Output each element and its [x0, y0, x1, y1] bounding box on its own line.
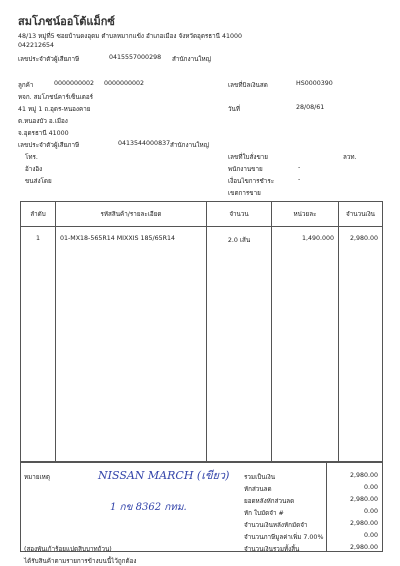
total-label-6: จำนวนเงินรวมทั้งสิ้น: [244, 546, 300, 553]
date-label: วันที่: [228, 106, 240, 113]
total-value-5: 0.00: [363, 532, 378, 539]
received-line-1: ได้รับสินค้าตามรายการข้างบนนี้ไว้ถูกต้อง: [24, 558, 137, 565]
term-label: เขตการขาย: [228, 190, 261, 197]
total-label-2: ยอดหลังหักส่วนลด: [244, 498, 295, 505]
bill-no: HS0000390: [296, 80, 333, 87]
total-label-0: รวมเป็นเงิน: [244, 474, 276, 481]
col-price-header: หน่วยละ: [272, 202, 339, 227]
total-label-1: หักส่วนลด: [244, 486, 272, 493]
note-label: หมายเหตุ: [24, 474, 50, 481]
customer-tax-id: 0413544000837: [118, 140, 171, 147]
customer-address-3: จ.อุดรธานี 41000: [18, 130, 69, 137]
summary-right-border: [382, 461, 383, 551]
items-table: [20, 201, 383, 463]
note-handwritten-car: NISSAN MARCH (เขียว): [98, 469, 230, 482]
company-address: 48/13 หมู่ที่5 ซอยบ้านดงอุดม ตำบลหมากแข้ง อำเภอเมือง จังหวัดอุดรธานี 41000: [18, 33, 243, 40]
date-value: 28/08/61: [296, 104, 325, 111]
salesperson-value: -: [298, 164, 301, 171]
customer-name: หจก. สมโภชน์คาร์เซ็นเตอร์: [18, 94, 94, 101]
salesperson-label: พนักงานขาย: [228, 166, 263, 173]
company-tax-id: 0415557000298: [109, 54, 162, 61]
total-value-0: 2,980.00: [349, 472, 378, 479]
table-row: [21, 227, 383, 463]
total-value-2: 2,980.00: [349, 496, 378, 503]
customer-code-2: 0000000002: [104, 80, 145, 87]
company-tax-label: เลขประจำตัวผู้เสียภาษี: [18, 56, 80, 63]
row-qty: 2.0 เส้น: [207, 227, 272, 463]
customer-code-label: ลูกค้า: [18, 82, 34, 89]
customer-tax-label: เลขประจำตัวผู้เสียภาษี: [18, 142, 80, 149]
col-desc-header: รหัสสินค้า/รายละเอียด: [56, 202, 207, 227]
total-value-6: 2,980.00: [349, 544, 378, 551]
note-handwritten-plate: 1 กข 8362 กทม.: [110, 502, 187, 513]
company-branch: สำนักงานใหญ่: [172, 56, 212, 63]
amount-in-words: (สองพันเก้าร้อยแปดสิบบาทถ้วน): [24, 546, 112, 553]
total-label-3: หัก ใบมัดจำ #: [244, 510, 284, 517]
summary-amount-divider: [326, 461, 327, 551]
row-unit-price: 1,490.000: [272, 227, 339, 463]
customer-ship-label: ขนส่งโดย: [25, 178, 52, 185]
summary-left-border: [20, 461, 21, 551]
total-value-4: 2,980.00: [349, 520, 378, 527]
company-phone: 042212654: [18, 42, 55, 49]
col-amount-header: จำนวนเงิน: [339, 202, 383, 227]
sales-no-value: ลวท.: [343, 154, 357, 161]
col-no-header: ลำดับ: [21, 202, 56, 227]
company-name: สมโภชน์ออโต้แม็กซ์: [18, 15, 115, 28]
row-amount: 2,980.00: [339, 227, 383, 463]
credit-label: เงื่อนไขการชำระ: [228, 178, 275, 185]
total-value-3: 0.00: [363, 508, 378, 515]
customer-address-2: ต.หนองบัว อ.เมือง: [18, 118, 68, 125]
summary-top-border: [20, 461, 383, 462]
row-no: 1: [21, 227, 56, 463]
credit-value: -: [298, 176, 301, 183]
customer-code: 0000000002: [54, 80, 95, 87]
total-label-4: จำนวนเงินหลังหักมัดจำ: [244, 522, 308, 529]
customer-phone-label: โทร.: [25, 154, 38, 161]
customer-ref-label: อ้างอิง: [25, 166, 43, 173]
total-label-5: จำนวนภาษีมูลค่าเพิ่ม 7.00%: [244, 534, 324, 541]
bill-no-label: เลขที่บิลเงินสด: [228, 82, 268, 89]
customer-address-1: 41 หมู่ 1 ถ.อุดร-หนองคาย: [18, 106, 91, 113]
table-header-row: [21, 202, 383, 227]
customer-branch: สำนักงานใหญ่: [170, 142, 210, 149]
total-value-1: 0.00: [363, 484, 378, 491]
sales-no-label: เลขที่ใบสั่งขาย: [228, 154, 268, 161]
col-qty-header: จำนวน: [207, 202, 272, 227]
row-desc: 01-MX18-565R14 MIXXIS 185/65R14: [56, 227, 207, 463]
